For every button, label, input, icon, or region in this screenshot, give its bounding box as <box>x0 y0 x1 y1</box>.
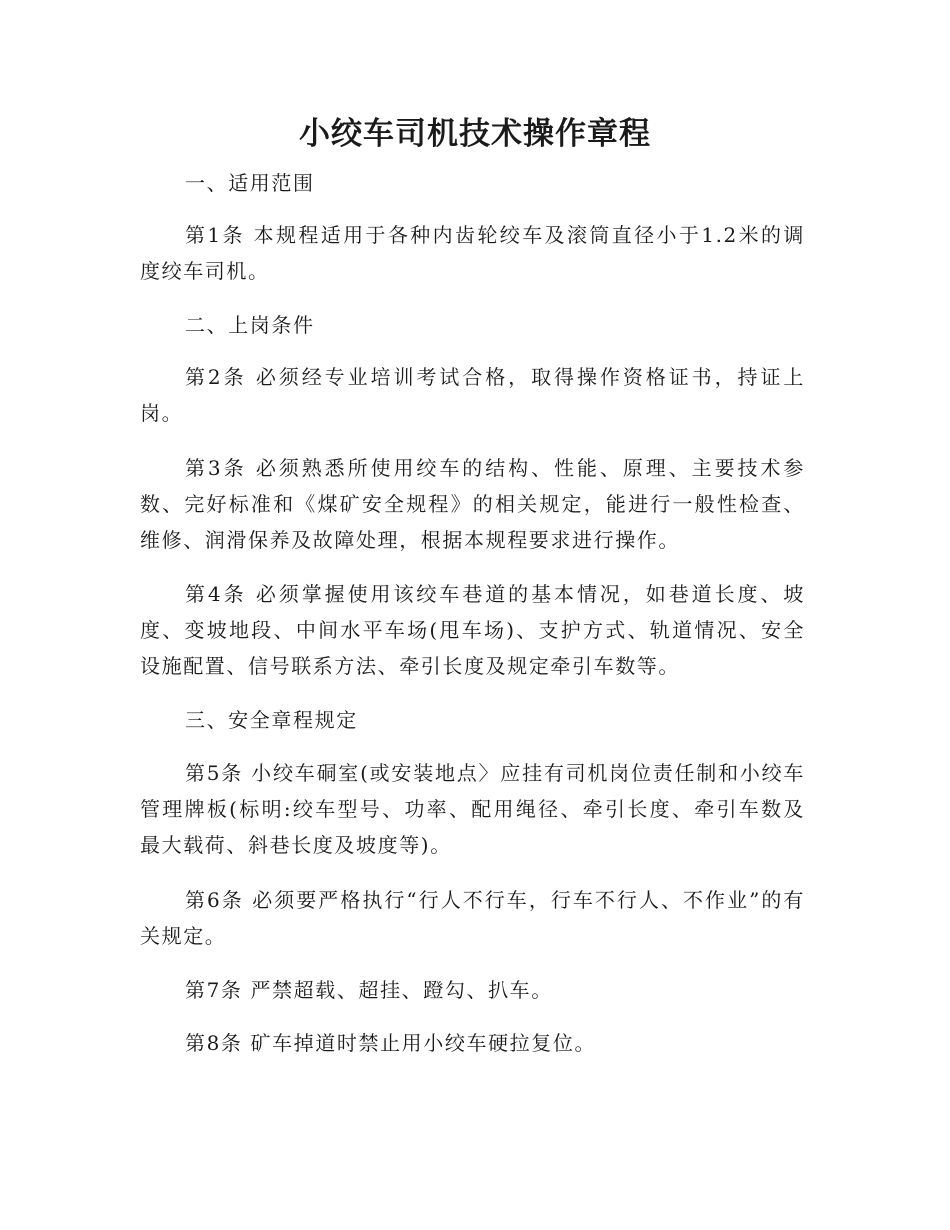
section-heading-conditions: 二、上岗条件 <box>185 313 315 337</box>
article-6: 第6条 必须要严格执行“行人不行车，行车不行人、不作业”的有关规定。 <box>140 888 805 948</box>
article-2: 第2条 必须经专业培训考试合格，取得操作资格证书，持证上岗。 <box>140 365 805 425</box>
article-1: 第1条 本规程适用于各种内齿轮绞车及滚筒直径小于1.2米的调度绞车司机。 <box>140 223 805 283</box>
document-title: 小绞车司机技术操作章程 <box>299 116 651 152</box>
section-heading-safety: 三、安全章程规定 <box>185 708 358 732</box>
article-8: 第8条 矿车掉道时禁止用小绞车硬拉复位。 <box>185 1031 597 1055</box>
section-heading-scope: 一、适用范围 <box>185 171 315 195</box>
article-5: 第5条 小绞车硐室(或安装地点〉应挂有司机岗位责任制和小绞车管理牌板(标明:绞车型号、功率、配用绳径、牵引长度、牵引车数及最大载荷、斜巷长度及坡度等)。 <box>140 761 805 857</box>
article-4: 第4条 必须掌握使用该绞车巷道的基本情况，如巷道长度、坡度、变坡地段、中间水平车场(甩车场)、支护方式、轨道情况、安全设施配置、信号联系方法、牵引长度及规定牵引车数等。 <box>140 582 805 678</box>
article-3: 第3条 必须熟悉所使用绞车的结构、性能、原理、主要技术参数、完好标准和《煤矿安全规程》的相关规定，能进行一般性检查、维修、润滑保养及故障处理，根据本规程要求进行操作。 <box>140 456 805 552</box>
article-7: 第7条 严禁超载、超挂、蹬勾、扒车。 <box>185 978 553 1002</box>
